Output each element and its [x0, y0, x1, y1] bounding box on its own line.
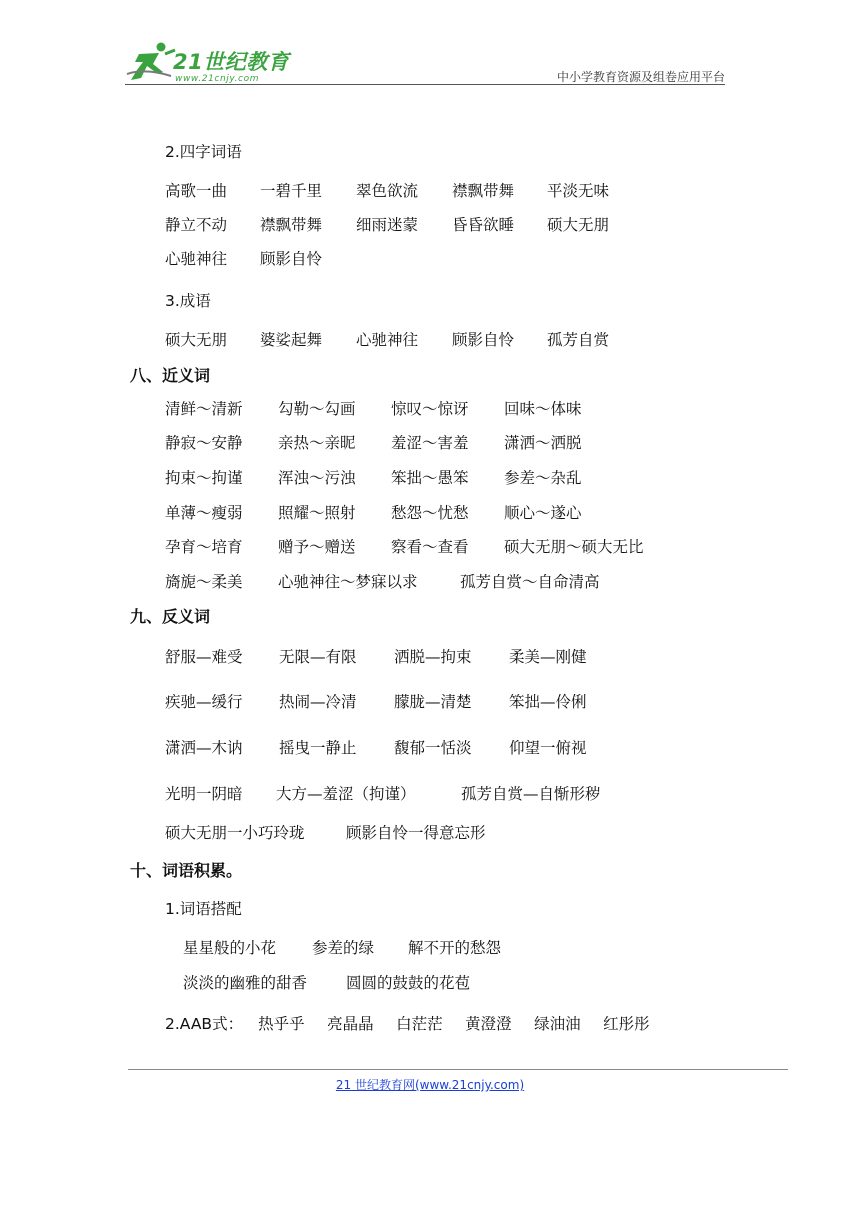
- aab-word: 热乎乎: [258, 1015, 305, 1033]
- antonym-item: 仰望一俯视: [509, 739, 587, 757]
- synonym-item: 顺心～遂心: [504, 504, 582, 522]
- subheading-title: 四字词语: [179, 143, 242, 161]
- word-item: 襟飘带舞: [452, 182, 515, 200]
- logo-title: 21世纪教育: [173, 50, 290, 74]
- synonym-item: 孤芳自赏～自命清高: [460, 573, 600, 591]
- synonym-row: [165, 397, 582, 419]
- collocation-item: 解不开的愁怨: [408, 939, 502, 957]
- collocation-row: [183, 936, 501, 958]
- antonym-row: [165, 736, 587, 758]
- subheading-title: 词语搭配: [179, 900, 242, 918]
- antonym-item: 硕大无朋一小巧玲珑: [165, 824, 305, 842]
- word-item: 硕大无朋: [165, 331, 228, 349]
- word-item: 高歌一曲: [165, 182, 228, 200]
- synonym-row: [165, 501, 582, 523]
- aab-word: 红彤彤: [603, 1015, 650, 1033]
- antonym-item: 洒脱—拘束: [394, 648, 472, 666]
- collocation-item: 淡淡的幽雅的甜香: [183, 974, 308, 992]
- synonym-item: 浑浊～污浊: [278, 469, 356, 487]
- word-item: 顾影自怜: [260, 250, 323, 268]
- word-row: [165, 328, 609, 350]
- runner-logo-icon: [125, 40, 177, 86]
- subheading-number: 2.AAB: [165, 1015, 213, 1033]
- word-item: 婆娑起舞: [260, 331, 323, 349]
- antonym-item: 摇曳一静止: [279, 739, 357, 757]
- word-item: 一碧千里: [260, 182, 323, 200]
- antonym-item: 大方—羞涩（拘谨）: [276, 785, 416, 803]
- synonym-item: 心驰神往～梦寐以求: [278, 573, 418, 591]
- word-item: 昏昏欲睡: [452, 216, 515, 234]
- antonym-row: [165, 690, 587, 712]
- section-heading-vocabulary: 十、词语积累。: [130, 861, 243, 880]
- synonym-item: 赠予～赠送: [278, 538, 356, 556]
- antonym-item: 热闹—冷清: [279, 693, 357, 711]
- aab-word: 黄澄澄: [465, 1015, 512, 1033]
- antonym-row: [165, 782, 601, 804]
- word-item: 细雨迷蒙: [356, 216, 419, 234]
- synonym-item: 潇洒～洒脱: [504, 434, 582, 452]
- logo-url: www.21cnjy.com: [175, 74, 260, 84]
- subheading-word-collocation: [165, 897, 242, 919]
- synonym-item: 参差～杂乱: [504, 469, 582, 487]
- synonym-row: [165, 535, 644, 557]
- word-item: 襟飘带舞: [260, 216, 323, 234]
- antonym-item: 顾影自怜一得意忘形: [346, 824, 486, 842]
- aab-word-row: [165, 1012, 650, 1034]
- collocation-item: 圆圆的鼓鼓的花苞: [346, 974, 471, 992]
- antonym-item: 孤芳自赏—自惭形秽: [461, 785, 601, 803]
- word-row: [165, 213, 609, 235]
- word-item: 心驰神往: [165, 250, 228, 268]
- aab-word: 绿油油: [534, 1015, 581, 1033]
- header-divider: [125, 84, 725, 85]
- synonym-row: [165, 431, 582, 453]
- antonym-item: 柔美—刚健: [509, 648, 587, 666]
- aab-word: 白茫茫: [396, 1015, 443, 1033]
- antonym-item: 舒服—难受: [165, 648, 243, 666]
- subheading-title: 式：: [212, 1015, 244, 1033]
- antonym-item: 笨拙—伶俐: [509, 693, 587, 711]
- subheading-number: 2.: [165, 143, 180, 161]
- collocation-item: 星星般的小花: [183, 939, 277, 957]
- antonym-item: 疾驰—缓行: [165, 693, 243, 711]
- synonym-item: 旖旎～柔美: [165, 573, 243, 591]
- antonym-row: [165, 645, 587, 667]
- word-row: [165, 247, 322, 269]
- synonym-item: 亲热～亲昵: [278, 434, 356, 452]
- antonym-item: 潇洒—木讷: [165, 739, 243, 757]
- word-item: 静立不动: [165, 216, 228, 234]
- footer-site-link[interactable]: 21 世纪教育网(www.21cnjy.com): [335, 1078, 525, 1092]
- synonym-item: 愁怨～忧愁: [391, 504, 469, 522]
- word-item: 硕大无朋: [547, 216, 610, 234]
- synonym-item: 静寂～安静: [165, 434, 243, 452]
- word-item: 心驰神往: [356, 331, 419, 349]
- word-item: 平淡无味: [547, 182, 610, 200]
- antonym-row: [165, 821, 486, 843]
- subheading-number: 1.: [165, 900, 180, 918]
- synonym-item: 硕大无朋～硕大无比: [504, 538, 644, 556]
- antonym-item: 光明一阴暗: [165, 785, 243, 803]
- synonym-item: 拘束～拘谨: [165, 469, 243, 487]
- antonym-item: 朦胧—清楚: [394, 693, 472, 711]
- page-header: [125, 40, 725, 88]
- platform-name: 中小学教育资源及组卷应用平台: [556, 70, 725, 84]
- synonym-item: 照耀～照射: [278, 504, 356, 522]
- section-heading-antonyms: 九、反义词: [130, 607, 211, 626]
- synonym-item: 惊叹～惊讶: [391, 400, 469, 418]
- synonym-item: 笨拙～愚笨: [391, 469, 469, 487]
- word-item: 孤芳自赏: [547, 331, 610, 349]
- antonym-item: 馥郁一恬淡: [394, 739, 472, 757]
- collocation-row: [183, 971, 470, 993]
- synonym-item: 回味～体味: [504, 400, 582, 418]
- section-heading-synonyms: 八、近义词: [130, 366, 211, 385]
- subheading-four-character-words: [165, 140, 242, 162]
- aab-word: 亮晶晶: [327, 1015, 374, 1033]
- synonym-item: 羞涩～害羞: [391, 434, 469, 452]
- word-item: 翠色欲流: [356, 182, 419, 200]
- site-logo[interactable]: [125, 40, 295, 86]
- footer-divider: [128, 1069, 788, 1070]
- synonym-item: 勾勒～勾画: [278, 400, 356, 418]
- synonym-row: [165, 466, 582, 488]
- word-row: [165, 179, 609, 201]
- synonym-row: [165, 570, 600, 592]
- subheading-idioms: [165, 289, 211, 311]
- subheading-number: 3.: [165, 292, 180, 310]
- collocation-item: 参差的绿: [312, 939, 375, 957]
- antonym-item: 无限—有限: [279, 648, 357, 666]
- synonym-item: 单薄～瘦弱: [165, 504, 243, 522]
- synonym-item: 察看～查看: [391, 538, 469, 556]
- word-item: 顾影自怜: [452, 331, 515, 349]
- subheading-title: 成语: [179, 292, 211, 310]
- synonym-item: 孕育～培育: [165, 538, 243, 556]
- synonym-item: 清鲜～清新: [165, 400, 243, 418]
